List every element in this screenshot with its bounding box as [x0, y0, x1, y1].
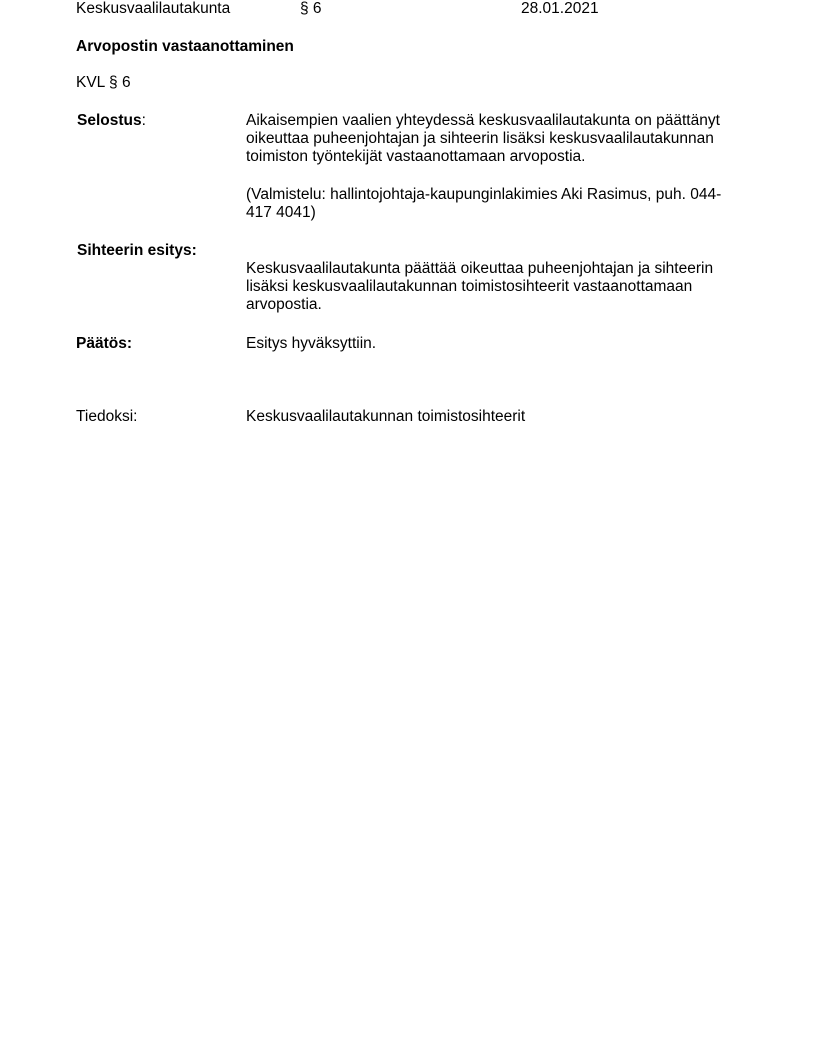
sihteerin-esitys-label-text: Sihteerin esitys:: [77, 242, 197, 259]
selostus-label-colon: :: [141, 112, 146, 129]
section-reference: KVL § 6: [76, 74, 131, 91]
paatos-label: [76, 335, 132, 353]
selostus-preparer: (Valmistelu: hallintojohtaja-kaupunginlakimies Aki Rasimus, puh. 044-417 4041): [246, 186, 722, 221]
selostus-label-text: Selostus: [77, 112, 142, 129]
selostus-text: Aikaisempien vaalien yhteydessä keskusvaalilautakunta on päättänyt oikeuttaa puheenjohtajan ja sihteerin lisäksi keskusvaalilautakunnan toimiston työntekijät vastaanottamaan arvopostia.: [246, 112, 720, 165]
paatos-text: Esitys hyväksyttiin.: [246, 335, 377, 352]
tiedoksi-label: Tiedoksi:: [76, 408, 138, 425]
header-section-number: § 6: [300, 0, 322, 17]
sihteerin-esitys-label: [77, 242, 197, 260]
selostus-label: [77, 112, 146, 130]
tiedoksi-text: Keskusvaalilautakunnan toimistosihteerit: [246, 408, 526, 425]
header-date: 28.01.2021: [521, 0, 599, 17]
header-body-name: Keskusvaalilautakunta: [76, 0, 231, 17]
document-title: Arvopostin vastaanottaminen: [76, 38, 294, 55]
sihteerin-esitys-text: Keskusvaalilautakunta päättää oikeuttaa puheenjohtajan ja sihteerin lisäksi keskusvaalilautakunnan toimistosihteerit vastaanottamaan arvopostia.: [246, 260, 714, 313]
paatos-label-text: Päätös:: [76, 335, 132, 352]
